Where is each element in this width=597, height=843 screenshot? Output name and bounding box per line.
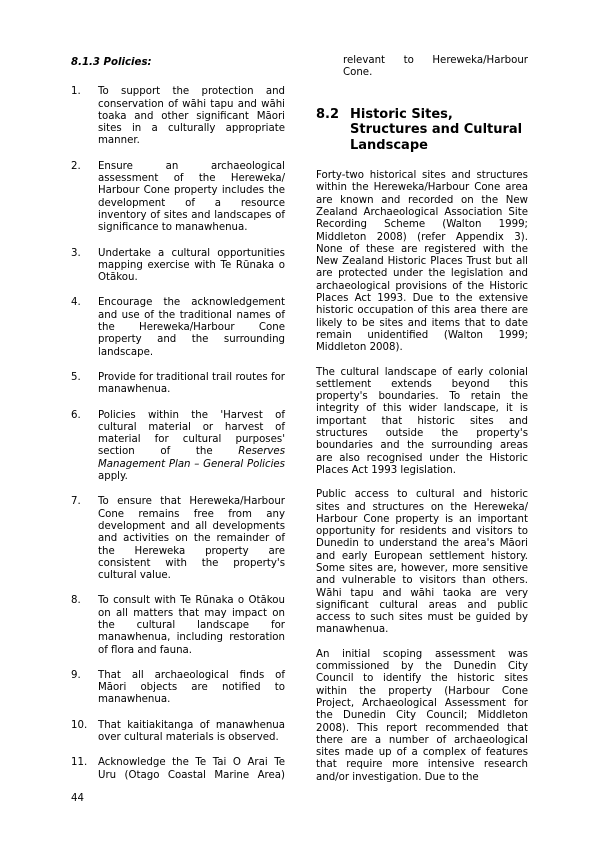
body-paragraph: Public access to cultural and historic sites and structures on the Hereweka/ Harbour Cone property is an important opportunity for residents and visitors to Dunedin to understand the area's Māori and early European settlement history. Some sites are, however, more sensitive and vulnerable to visitors than others. Wāhi tapu and wāhi taoka are very significant cultural areas and public access to such sites must be guided by manawhenua. <box>316 489 528 636</box>
list-number: 11. <box>71 757 88 769</box>
list-text: To ensure that Hereweka/Harbour Cone remains free from any development and all developments and activities on the remainder of the Hereweka property are consistent with the property's cultural value. <box>98 496 285 582</box>
list-text: To support the protection and conservation of wāhi tapu and wāhi toaka and other significant Māori sites in a culturally appropriate manner. <box>98 86 285 147</box>
list-number: 7. <box>71 496 81 508</box>
list-number: 8. <box>71 595 81 607</box>
list-item <box>71 161 285 235</box>
right-column <box>316 55 528 796</box>
list-item <box>71 496 285 582</box>
list-text: To consult with Te Rūnaka o Otākou on all matters that may impact on the cultural landscape for manawhenua, including restoration of flora and fauna. <box>98 595 285 656</box>
reference-title: Reserves Management Plan – General Policies <box>98 446 285 470</box>
list-text-part: Policies within the 'Harvest of cultural material or harvest of material for cultural purposes' section of the <box>98 409 285 458</box>
list-text: Acknowledge the Te Tai O Arai Te Uru (Otago Coastal Marine Area) <box>98 757 285 781</box>
list-text <box>98 410 285 484</box>
list-text: That all archaeological finds of Māori objects are notified to manawhenua. <box>98 669 285 706</box>
left-column <box>71 55 285 795</box>
list-number: 10. <box>71 719 88 731</box>
list-number: 6. <box>71 409 81 421</box>
page-number: 44 <box>71 793 84 804</box>
policy-list <box>71 86 285 782</box>
list-number: 9. <box>71 669 81 681</box>
section-heading: 8.1.3 Policies: <box>71 57 152 68</box>
body-paragraph: An initial scoping assessment was commissioned by the Dunedin City Council to identify the historic sites within the property (Harbour Cone Project, Archaeological Assessment for the Dunedin City Council; Middleton 2008). This report recommended that there are a number of archaeological sites made up of a complex of features that require more intensive research and/or investigation. Due to the <box>316 648 528 783</box>
section-title: Historic Sites, Structures and Cultural Landscape <box>350 106 523 153</box>
list-item <box>71 86 285 147</box>
list-item <box>71 372 285 397</box>
list-text: Undertake a cultural opportunities mapping exercise with Te Rūnaka o Otākou. <box>98 247 285 284</box>
list-number: 2. <box>71 160 81 172</box>
list-item <box>71 720 285 745</box>
list-number: 4. <box>71 297 81 309</box>
list-text: Encourage the acknowledgement and use of the traditional names of the Hereweka/Harbour Cone property and the surrounding landscape. <box>98 297 285 358</box>
body-paragraph: The cultural landscape of early colonial settlement extends beyond this property's boundaries. To retain the integrity of this wider landscape, it is important that historic sites and structures outside the property's boundaries and the surrounding areas are also recognised under the Historic Places Act 1993 legislation. <box>316 366 528 476</box>
list-item <box>71 595 285 656</box>
list-item <box>71 248 285 285</box>
list-item <box>71 410 285 484</box>
list-text: That kaitiakitanga of manawhenua over cultural materials is observed. <box>98 719 285 744</box>
list-text: Ensure an archaeological assessment of the Hereweka/ Harbour Cone property includes the development of a resource inventory of sites and landscapes of significance to manawhenua. <box>98 160 285 234</box>
body-paragraph: Forty-two historical sites and structures within the Hereweka/Harbour Cone area are known and recorded on the New Zealand Archaeological Association Site Recording Scheme (Walton 1999; Middleton 2008) (refer Appendix 3). None of these are registered with the New Zealand Historic Places Trust but all are protected under the legislation and archaeological provisions of the Historic Places Act 1993. Due to the extensive historic occupation of this area there are likely to be sites and items that to date remain unidentified (Walton 1999; Middleton 2008). <box>316 170 528 354</box>
list-text-part: apply. <box>98 471 128 483</box>
list-number: 1. <box>71 86 81 98</box>
list-item <box>71 670 285 707</box>
list-item <box>71 297 285 358</box>
section-number: 8.2 <box>316 106 340 122</box>
list-text: Provide for traditional trail routes for manawhenua. <box>98 371 285 396</box>
list-number: 5. <box>71 371 81 383</box>
section-8-2-heading <box>316 107 528 154</box>
list-item-continuation: relevant to Hereweka/Harbour Cone. <box>343 55 528 79</box>
list-item <box>71 757 285 782</box>
list-number: 3. <box>71 247 81 259</box>
